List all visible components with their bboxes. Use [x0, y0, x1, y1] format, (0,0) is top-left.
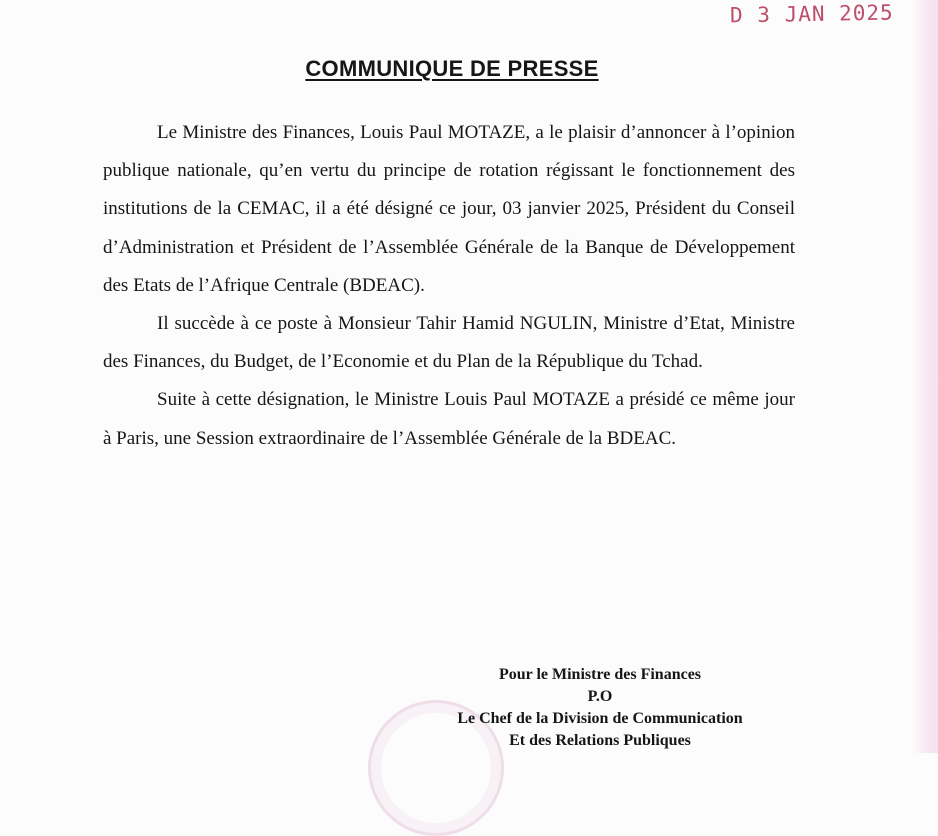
signature-block [420, 664, 780, 752]
signature-line-public-relations: Et des Relations Publiques [509, 732, 691, 749]
document-title: COMMUNIQUE DE PRESSE [305, 56, 599, 81]
paragraph-session: Suite à cette désignation, le Ministre Louis Paul MOTAZE a présidé ce même jour à Paris, une Session extraordinaire de l’Assemblée Générale de la BDEAC. [103, 389, 795, 449]
signature-line-minister: Pour le Ministre des Finances [498, 666, 702, 683]
page-edge [912, 0, 938, 753]
paragraph-announcement: Le Ministre des Finances, Louis Paul MOTAZE, a le plaisir d’annoncer à l’opinion publique nationale, qu’en vertu du principe de rotation régissant le fonctionnement des institutions de la CEMAC, il a été désigné ce jour, 03 janvier 2025, Président du Conseil d’Administration et Président de l’Assemblée Générale de la Banque de Développement des Etats de l’Afrique Centrale (BDEAC). [103, 122, 795, 296]
paragraph-succession: Il succède à ce poste à Monsieur Tahir Hamid NGULIN, Ministre d’Etat, Ministre des Finances, du Budget, de l’Economie et du Plan de la République du Tchad. [103, 313, 795, 373]
document-body [103, 114, 795, 458]
signature-line-division-chief: Le Chef de la Division de Communication [457, 710, 743, 727]
signature-line-po: P.O [587, 688, 613, 705]
date-stamp: D 3 JAN 2025 [729, 0, 894, 28]
